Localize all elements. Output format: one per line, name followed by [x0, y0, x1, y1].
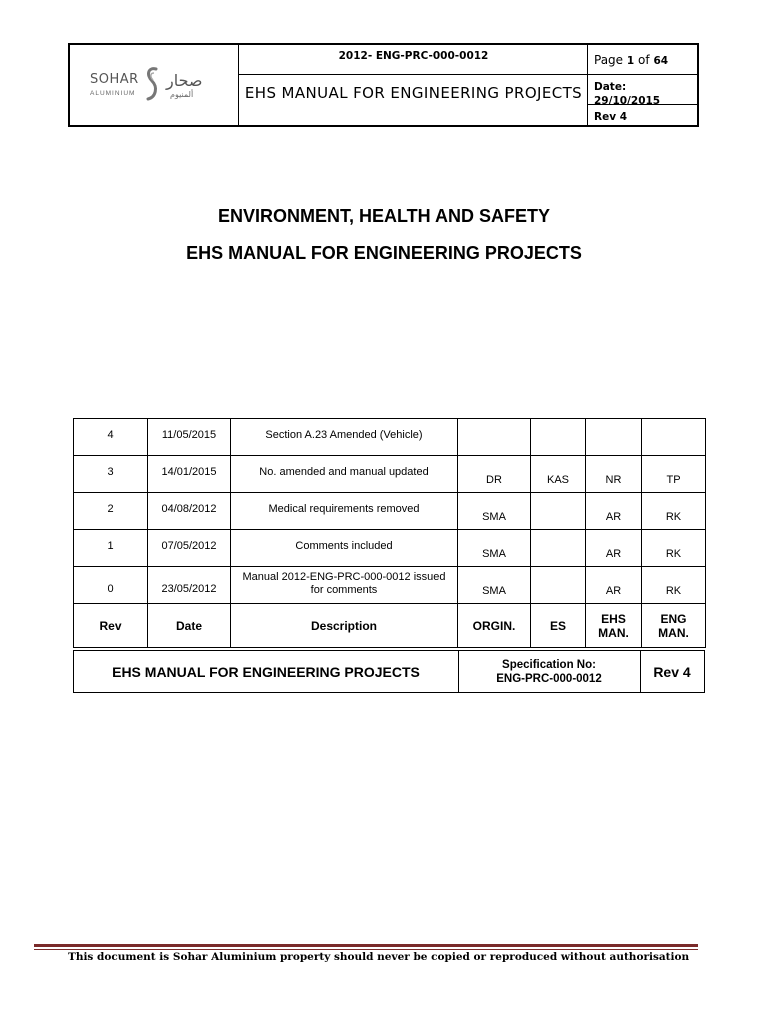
table-row: [74, 419, 706, 456]
logo-english-subtext: ALUMINIUM: [90, 90, 136, 97]
spec-title: EHS MANUAL FOR ENGINEERING PROJECTS: [74, 651, 459, 692]
company-logo: [70, 45, 238, 125]
description-cell: Comments included: [231, 530, 458, 567]
rev-cell: 0: [74, 567, 148, 604]
spec-number: [458, 651, 641, 692]
es-cell: [531, 567, 586, 604]
rev-cell: 2: [74, 493, 148, 530]
eng-cell: RK: [642, 493, 706, 530]
specification-box: [73, 650, 705, 693]
header-divider: [238, 74, 697, 75]
eng-cell: RK: [642, 530, 706, 567]
header-ehs-line2: MAN.: [598, 625, 629, 640]
date-cell: 04/08/2012: [148, 493, 231, 530]
document-revision: Rev 4: [594, 111, 628, 123]
date-cell: 11/05/2015: [148, 419, 231, 456]
header-es: ES: [531, 604, 586, 648]
date-cell: 23/05/2012: [148, 567, 231, 604]
logo-arabic-text: صحار: [166, 71, 203, 90]
document-header: [68, 43, 699, 127]
orgin-cell: DR: [458, 456, 531, 493]
page-total: 64: [653, 55, 669, 67]
description-cell: No. amended and manual updated: [231, 456, 458, 493]
document-date: [594, 80, 660, 108]
sub-title: EHS MANUAL FOR ENGINEERING PROJECTS: [186, 243, 582, 263]
spec-revision: Rev 4: [653, 663, 691, 680]
ehs-cell: NR: [586, 456, 642, 493]
page-indicator: [594, 53, 668, 67]
header-description: Description: [231, 604, 458, 648]
es-cell: [531, 493, 586, 530]
header-ehs: [586, 604, 642, 648]
footer-rule: [34, 944, 698, 947]
table-row: [74, 567, 706, 604]
header-divider: [587, 45, 588, 125]
orgin-cell: SMA: [458, 493, 531, 530]
page-current: 1: [626, 55, 635, 67]
ehs-cell: AR: [586, 493, 642, 530]
description-cell: Medical requirements removed: [231, 493, 458, 530]
table-header-row: [74, 604, 706, 648]
description-cell: Manual 2012-ENG-PRC-000-0012 issued for comments: [231, 567, 458, 604]
footer-rule: [34, 949, 698, 950]
rev-cell: 1: [74, 530, 148, 567]
es-cell: KAS: [531, 456, 586, 493]
date-cell: 07/05/2012: [148, 530, 231, 567]
date-label: Date:: [594, 81, 627, 93]
orgin-cell: [458, 419, 531, 456]
revision-table: [73, 418, 706, 648]
logo-english-text: SOHAR: [90, 72, 139, 87]
spec-label: Specification No:: [502, 658, 596, 671]
header-orgin: ORGIN.: [458, 604, 531, 648]
logo-s-mark-icon: [144, 65, 160, 103]
orgin-cell: SMA: [458, 567, 531, 604]
header-eng: [642, 604, 706, 648]
eng-cell: [642, 419, 706, 456]
description-cell: Section A.23 Amended (Vehicle): [231, 419, 458, 456]
spec-value: ENG-PRC-000-0012: [496, 672, 602, 685]
footer-disclaimer: This document is Sohar Aluminium property should never be copied or reproduced without authorisation: [68, 951, 690, 963]
es-cell: [531, 419, 586, 456]
ehs-cell: [586, 419, 642, 456]
logo-arabic-subtext: ألمنيوم: [170, 90, 194, 99]
header-ehs-line1: EHS: [601, 611, 626, 626]
header-date: Date: [148, 604, 231, 648]
ehs-cell: AR: [586, 530, 642, 567]
page-prefix: Page: [594, 53, 624, 67]
table-row: [74, 530, 706, 567]
main-title: ENVIRONMENT, HEALTH AND SAFETY: [217, 206, 550, 226]
header-divider: [238, 45, 239, 125]
document-title: EHS MANUAL FOR ENGINEERING PROJECTS: [244, 84, 583, 102]
header-rev: Rev: [74, 604, 148, 648]
table-row: [74, 456, 706, 493]
header-eng-line1: ENG: [660, 611, 687, 626]
es-cell: [531, 530, 586, 567]
eng-cell: TP: [642, 456, 706, 493]
rev-cell: 4: [74, 419, 148, 456]
document-number: 2012- ENG-PRC-000-0012: [338, 50, 489, 62]
table-row: [74, 493, 706, 530]
page-of: of: [638, 53, 650, 67]
orgin-cell: SMA: [458, 530, 531, 567]
rev-cell: 3: [74, 456, 148, 493]
ehs-cell: AR: [586, 567, 642, 604]
header-eng-line2: MAN.: [658, 625, 689, 640]
date-cell: 14/01/2015: [148, 456, 231, 493]
date-value: 29/10/2015: [594, 95, 661, 107]
eng-cell: RK: [642, 567, 706, 604]
